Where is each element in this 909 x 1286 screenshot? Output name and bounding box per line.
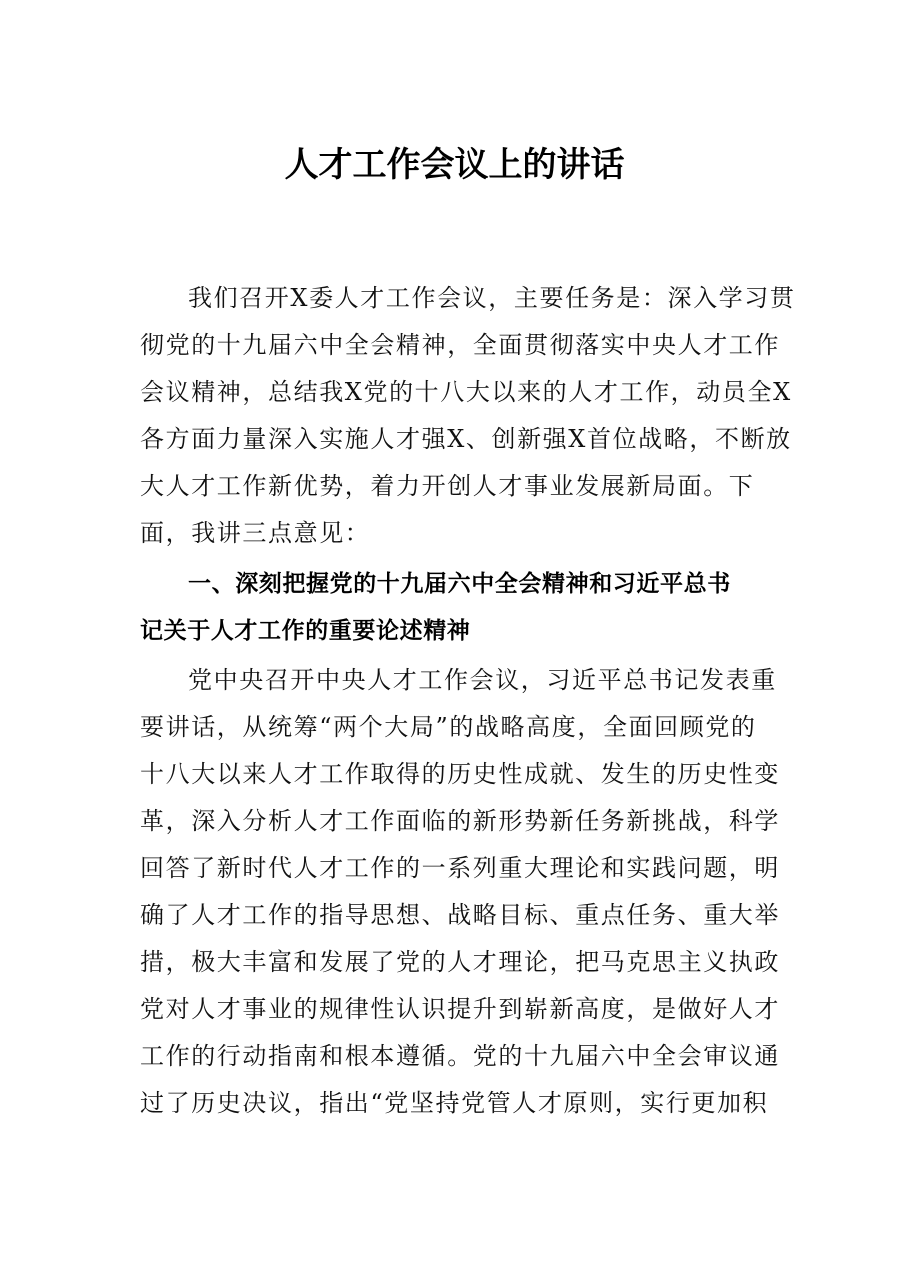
section-heading-line: 记关于人才工作的重要论述精神 bbox=[140, 618, 471, 644]
document-title: 人才工作会议上的讲话 bbox=[284, 145, 625, 185]
paragraph-2-line: 党对人才事业的规律性认识提升到崭新高度，是做好人才 bbox=[140, 995, 780, 1023]
paragraph-2-line: 革，深入分析人才工作面临的新形势新任务新挑战，科学 bbox=[140, 807, 780, 835]
paragraph-1-line: 大人才工作新优势，着力开创人才事业发展新局面。下 bbox=[140, 472, 755, 500]
paragraph-2-line: 回答了新时代人才工作的一系列重大理论和实践问题，明 bbox=[140, 854, 780, 882]
paragraph-2-line: 措，极大丰富和发展了党的人才理论，把马克思主义执政 bbox=[140, 948, 780, 976]
paragraph-1-line: 面，我讲三点意见： bbox=[140, 519, 371, 547]
paragraph-1-line: 会议精神，总结我X党的十八大以来的人才工作，动员全X bbox=[140, 378, 792, 406]
section-heading-line: 一、深刻把握党的十九届六中全会精神和习近平总书 bbox=[188, 571, 731, 597]
paragraph-2-line: 党中央召开中央人才工作会议，习近平总书记发表重 bbox=[188, 666, 777, 694]
paragraph-1-line: 各方面力量深入实施人才强X、创新强X首位战略，不断放 bbox=[140, 425, 792, 453]
paragraph-2-line: 过了历史决议，指出“党坚持党管人才原则，实行更加积 bbox=[140, 1089, 769, 1117]
paragraph-1-line: 我们召开X委人才工作会议，主要任务是：深入学习贯 bbox=[188, 284, 796, 312]
paragraph-1-line: 彻党的十九届六中全会精神，全面贯彻落实中央人才工作 bbox=[140, 331, 780, 359]
paragraph-2-line: 确了人才工作的指导思想、战略目标、重点任务、重大举 bbox=[140, 901, 780, 929]
paragraph-2-line: 工作的行动指南和根本遵循。党的十九届六中全会审议通 bbox=[140, 1042, 780, 1070]
paragraph-2-line: 要讲话，从统筹“两个大局”的战略高度，全面回顾党的 bbox=[140, 713, 757, 741]
paragraph-2-line: 十八大以来人才工作取得的历史性成就、发生的历史性变 bbox=[140, 760, 780, 788]
